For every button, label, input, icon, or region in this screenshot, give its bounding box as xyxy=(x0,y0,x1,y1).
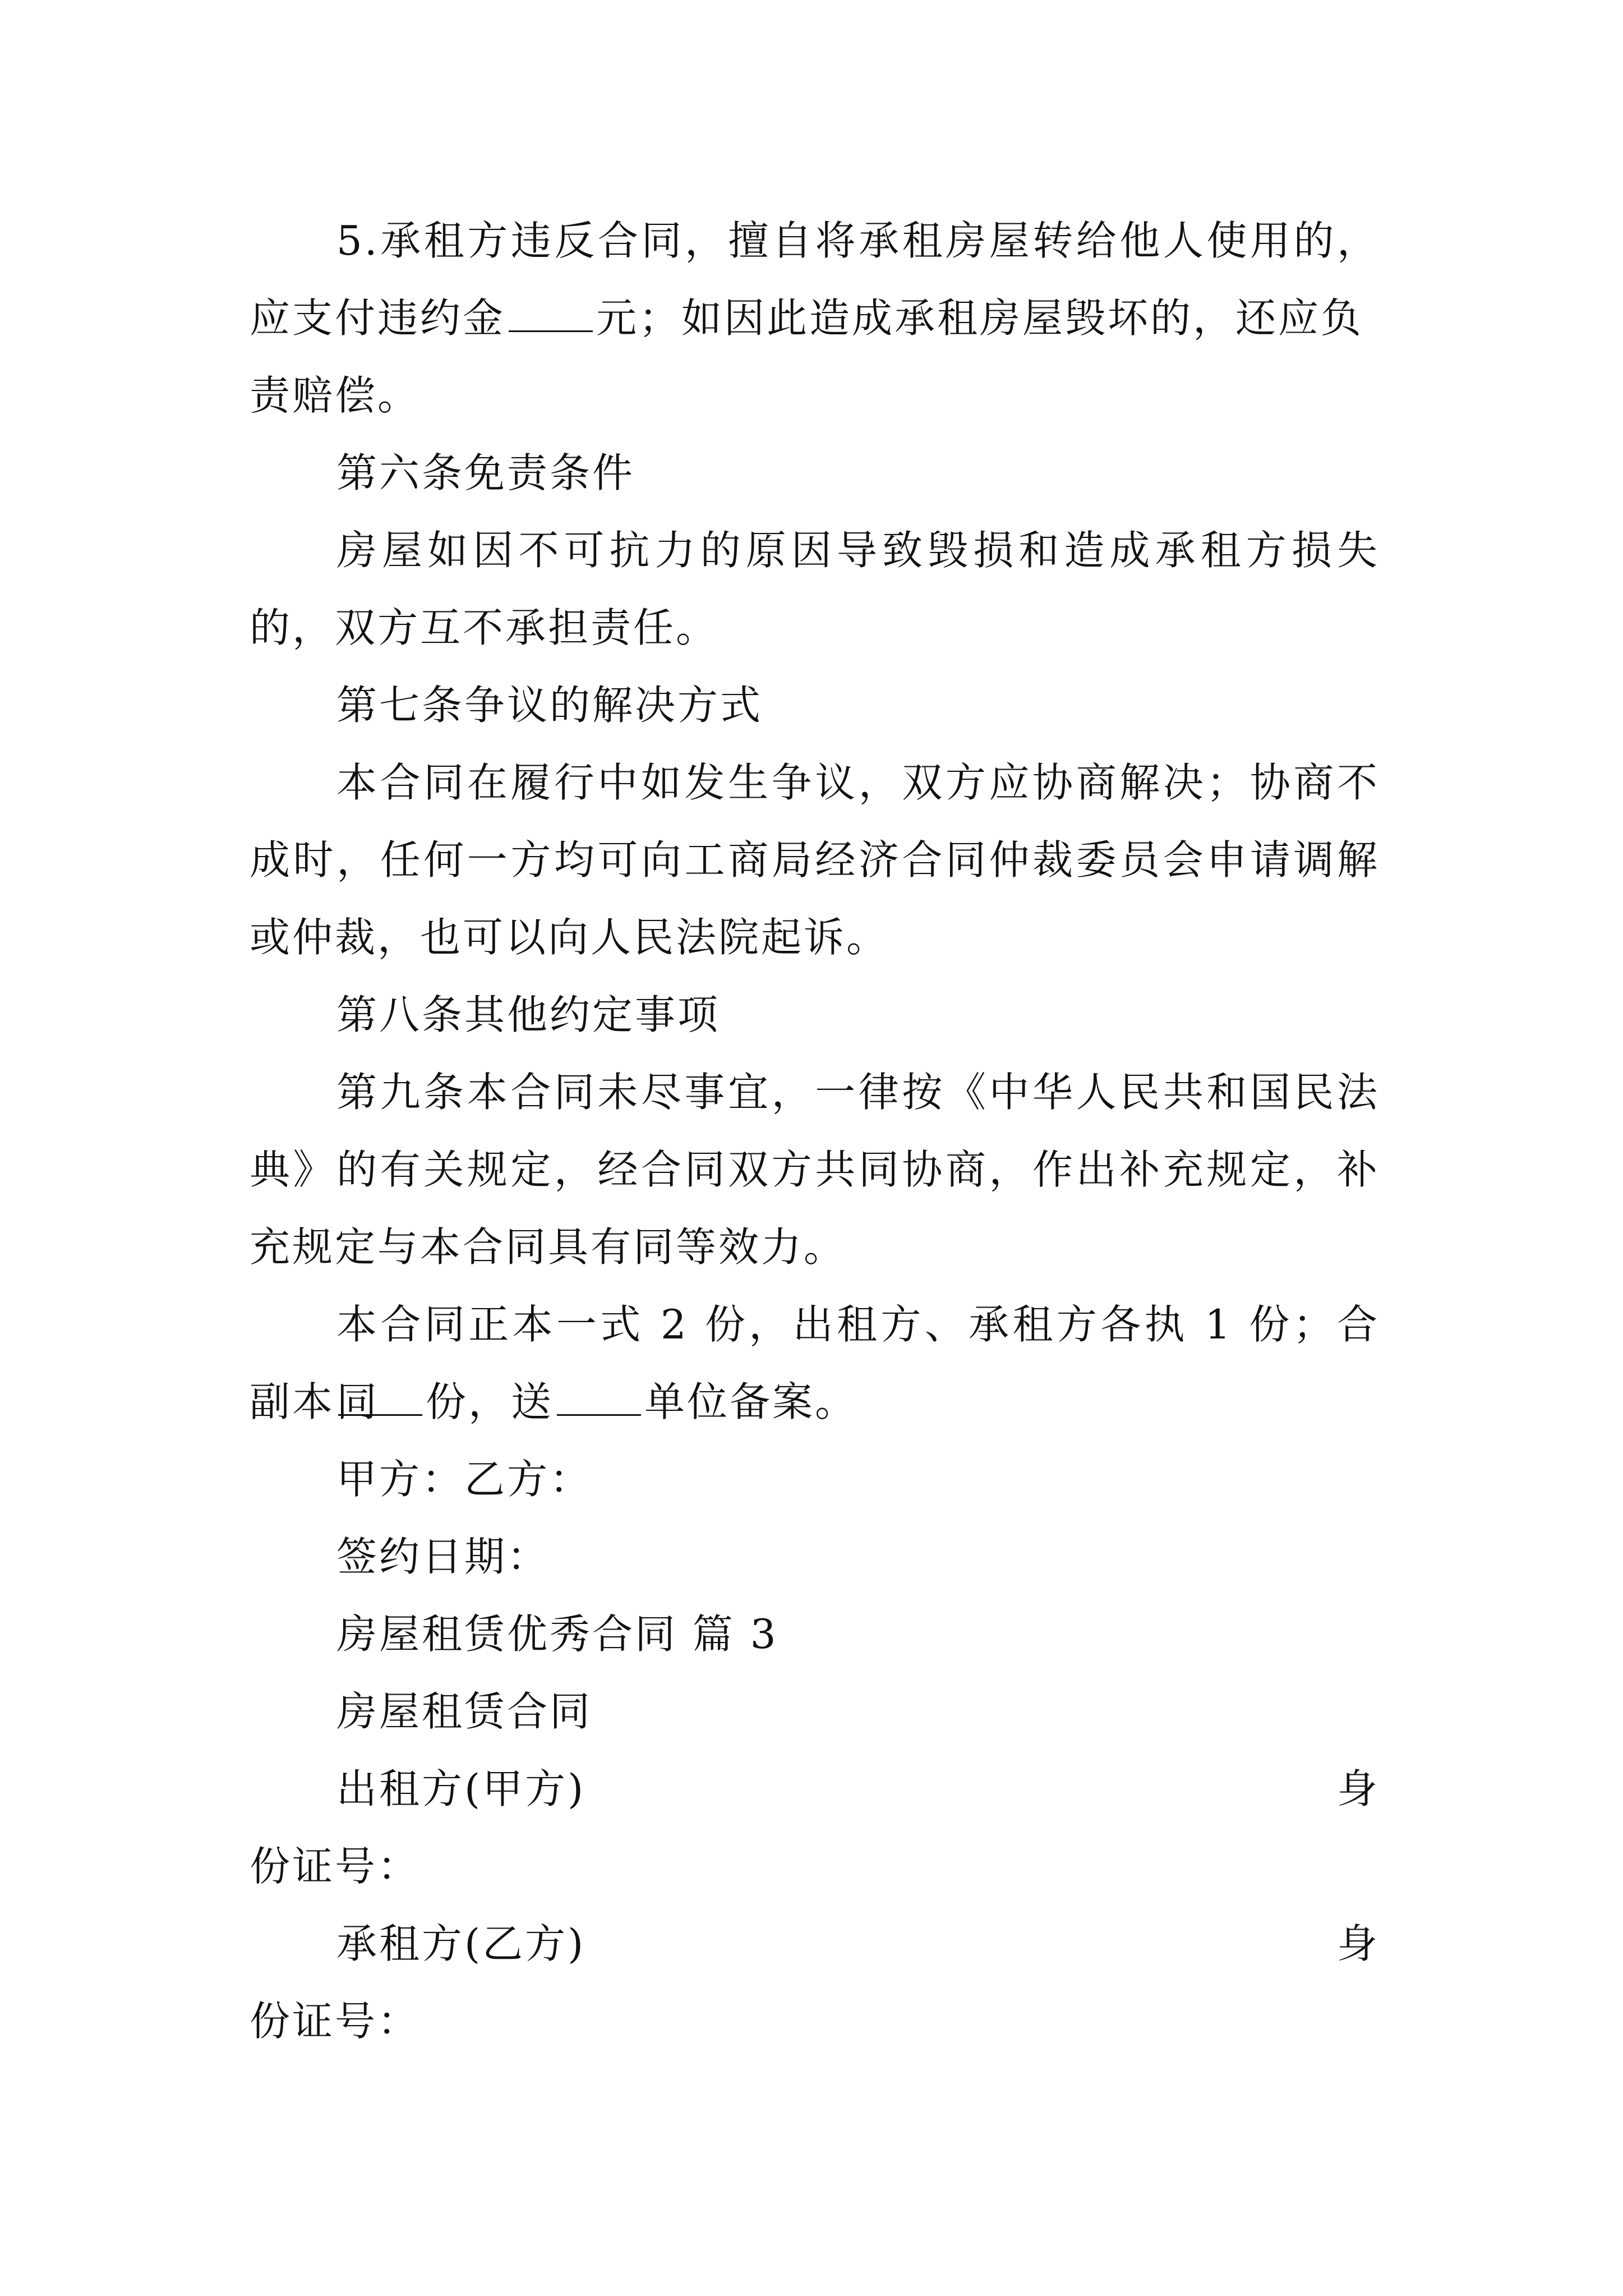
signature-line: 甲方：乙方： xyxy=(336,1456,593,1503)
text-run: 份，送 xyxy=(426,1378,554,1425)
text-run: 元；如因此造成承租房屋毁坏的，还应负 xyxy=(596,295,1364,342)
paragraph-line: 5.承租方违反合同，擅自将承租房屋转给他人使用的， xyxy=(336,217,1380,264)
paragraph-line: 充规定与本合同具有同等效力。 xyxy=(250,1223,847,1271)
paragraph-line: 典》的有关规定，经合同双方共同协商，作出补充规定，补 xyxy=(250,1146,1380,1193)
id-number-line: 份证号： xyxy=(250,1998,421,2045)
paragraph-line xyxy=(250,1363,1380,1441)
section-heading: 第六条免责条件 xyxy=(336,449,635,496)
paragraph-line: 房屋如因不可抗力的原因导致毁损和造成承租方损失 xyxy=(336,527,1380,574)
contract-title: 房屋租赁合同 xyxy=(336,1688,593,1735)
text-run: 副本 xyxy=(250,1378,335,1425)
section-heading: 第七条争议的解决方式 xyxy=(336,682,763,729)
sign-date-line: 签约日期： xyxy=(336,1533,550,1580)
lessee-label: 承租方(乙方) xyxy=(336,1920,586,1967)
paragraph-line: 成时，任何一方均可向工商局经济合同仲裁委员会申请调解 xyxy=(250,836,1380,884)
paragraph-line: 本合同在履行中如发生争议，双方应协商解决；协商不 xyxy=(336,759,1380,806)
id-number-line: 份证号： xyxy=(250,1843,421,1890)
lessor-label: 出租方(甲方) xyxy=(336,1765,586,1812)
text-run: 应支付违约金 xyxy=(250,295,506,342)
fill-in-blank xyxy=(557,1382,641,1416)
party-line xyxy=(250,1750,1380,1828)
section-heading: 第八条其他约定事项 xyxy=(336,991,721,1038)
paragraph-line xyxy=(250,279,1380,357)
document-page xyxy=(250,202,1380,2060)
id-label-start: 身 xyxy=(1336,1765,1380,1812)
paragraph-line: 或仲裁，也可以向人民法院起诉。 xyxy=(250,914,889,961)
text-run: 单位备案。 xyxy=(644,1378,858,1425)
paragraph-line: 的，双方互不承担责任。 xyxy=(250,604,719,651)
party-line xyxy=(250,1905,1380,1982)
paragraph-line: 本合同正本一式 2 份，出租方、承租方各执 1 份；合同 xyxy=(336,1301,1380,1425)
contract-part-heading: 房屋租赁优秀合同 篇 3 xyxy=(336,1611,778,1658)
fill-in-blank xyxy=(338,1382,422,1416)
id-label-start: 身 xyxy=(1336,1920,1380,1967)
paragraph-line: 第九条本合同未尽事宜，一律按《中华人民共和国民法 xyxy=(336,1069,1380,1116)
fill-in-blank xyxy=(509,298,593,332)
paragraph-line: 责赔偿。 xyxy=(250,372,421,419)
